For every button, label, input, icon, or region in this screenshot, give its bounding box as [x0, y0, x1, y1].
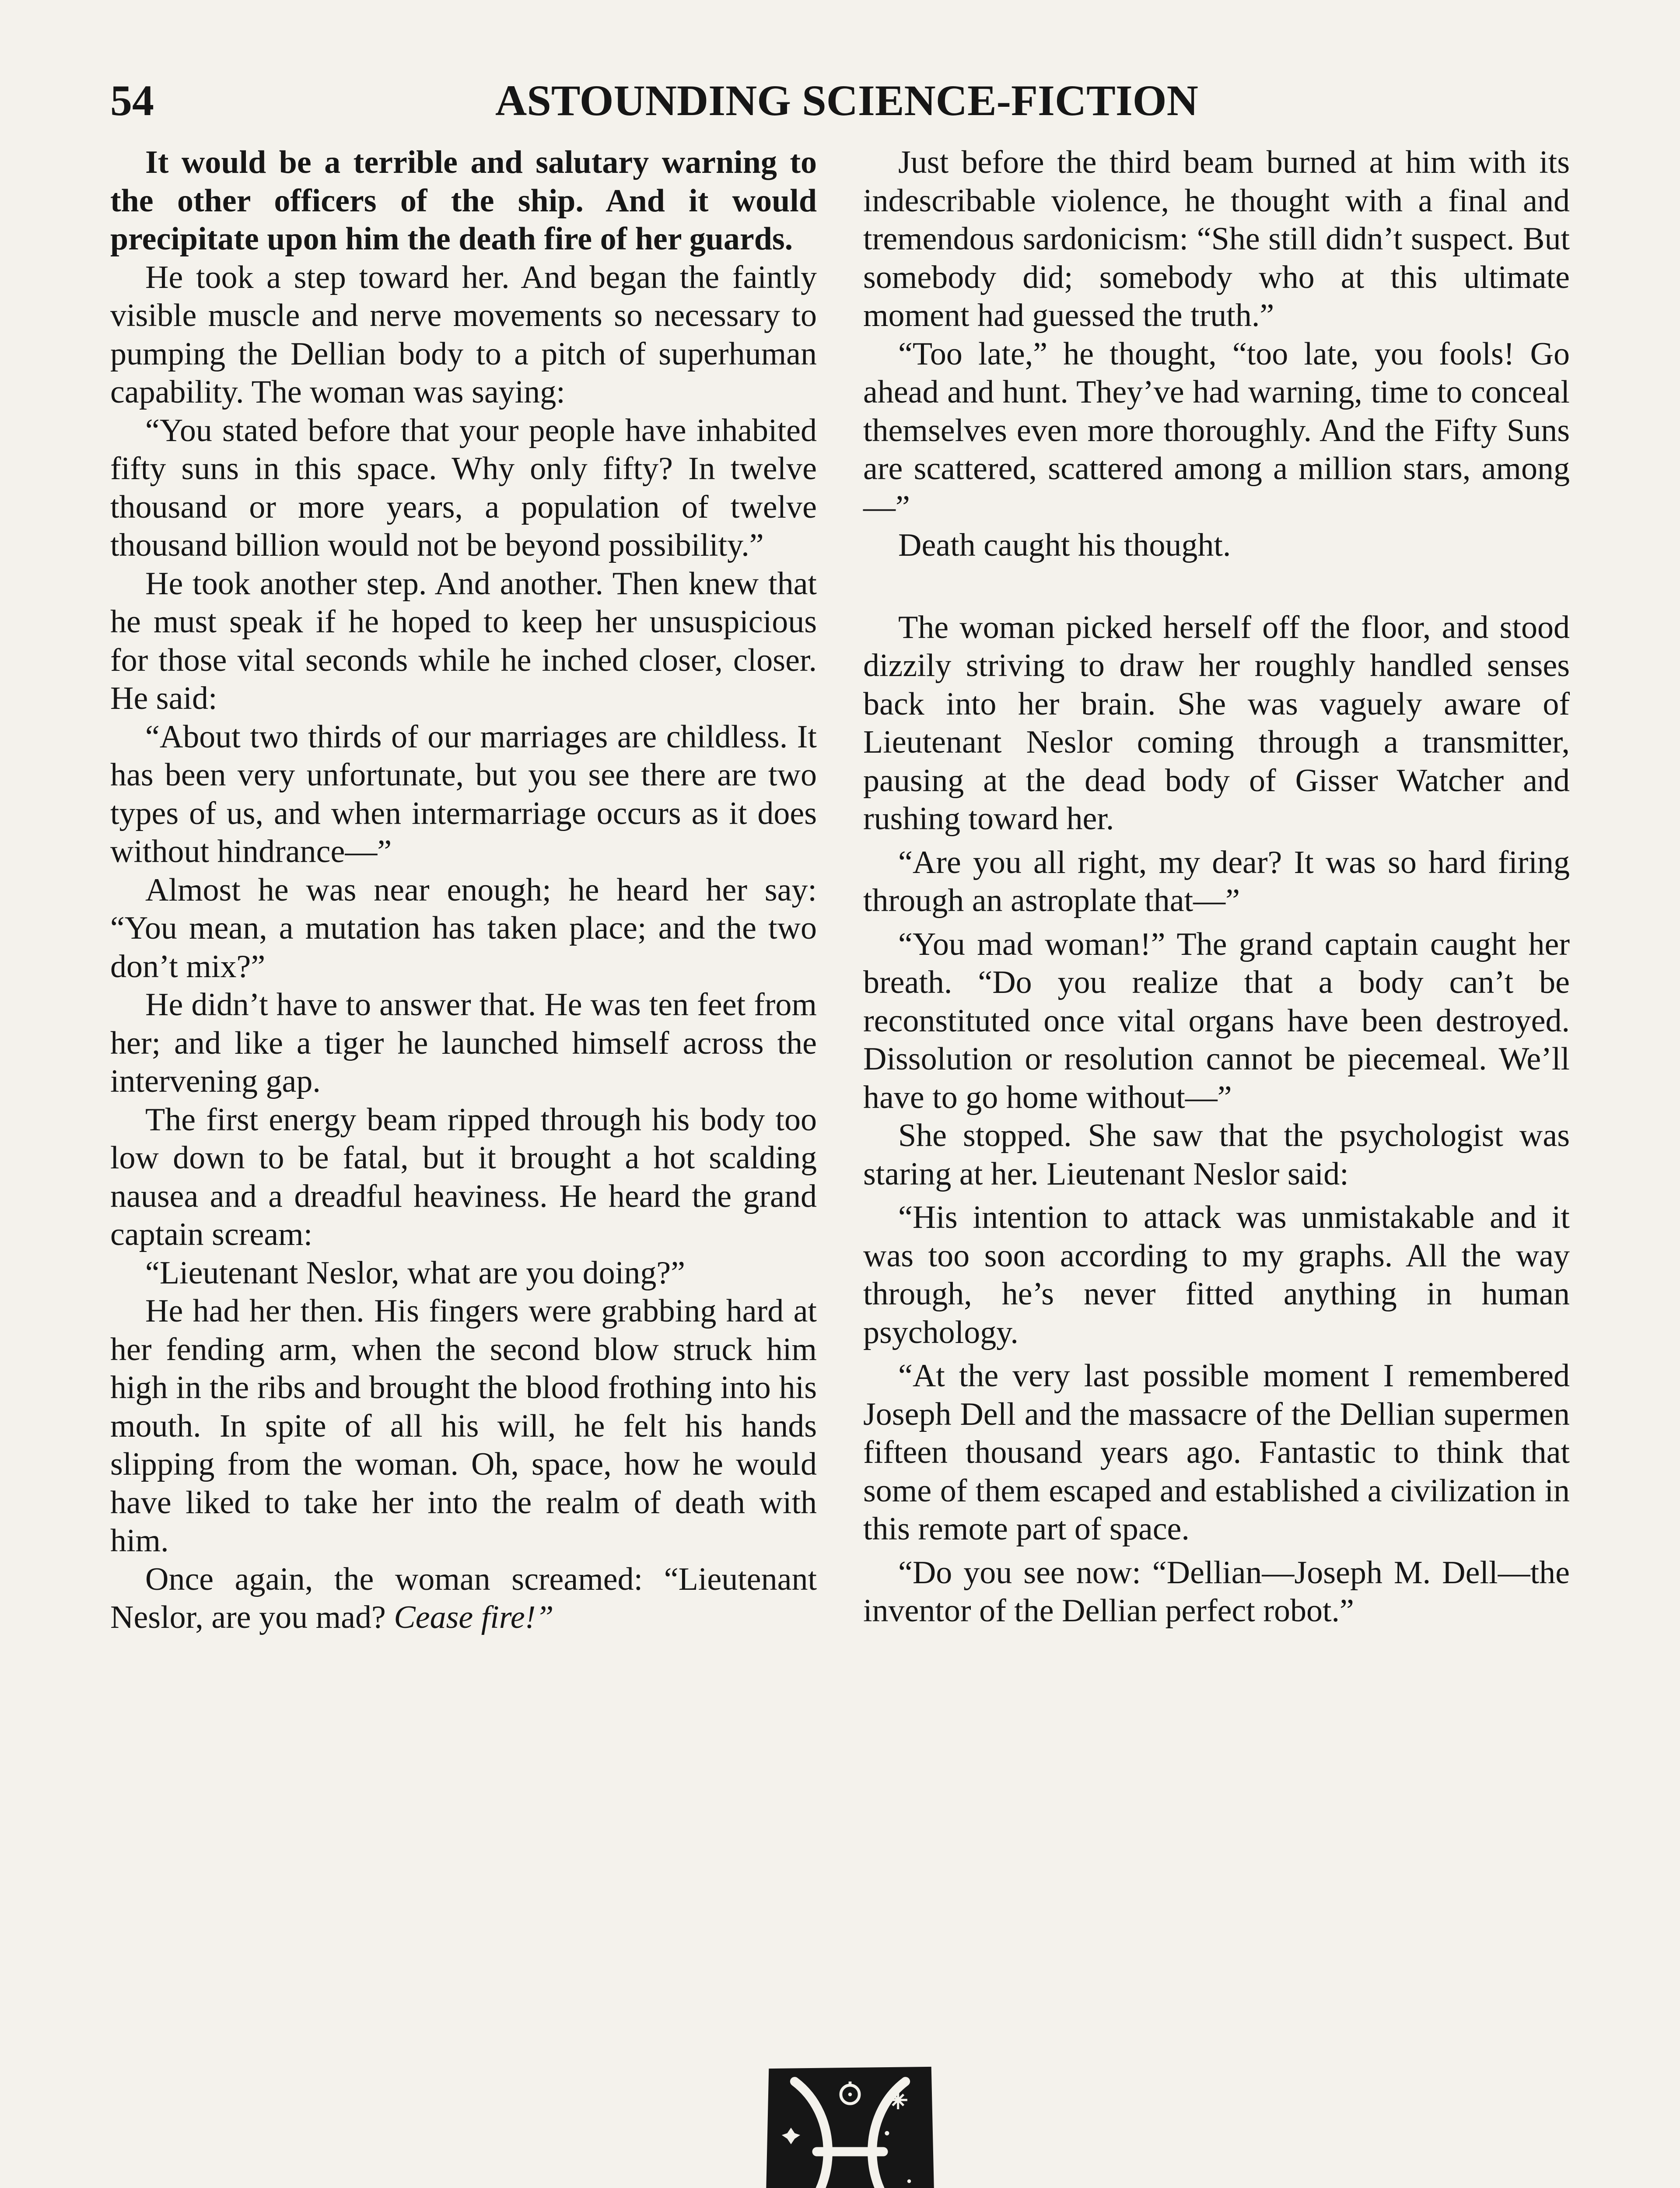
paragraph: He had her then. His fingers were grabbing hard at her fending arm, when the second blow struck him high in the ribs and brought the blood frothing into his mouth. In spite of all his will, he felt his hands slipping from the woman. Oh, space, how he would have liked to take her into the realm of death with him. — [110, 1293, 817, 1559]
paragraph: He took a step toward her. And began the faintly visible muscle and nerve movements so necessary to pumping the Dellian body to a pitch of superhuman capability. The woman was saying: — [110, 259, 817, 410]
paragraph: “You mad woman!” The grand captain caught her breath. “Do you realize that a body can’t be reconstituted once vital organs have been destroyed. Dissolution or resolution cannot be piecemeal. We’ll have to go home without—” — [863, 926, 1570, 1115]
paragraph: Death caught his thought. — [898, 527, 1231, 563]
paragraph: It would be a terrible and salutary warning to the other officers of the ship. And it would precipitate upon him the death fire of her guards. — [110, 144, 817, 257]
pisces-zodiac-icon — [758, 2059, 942, 2188]
pisces-zodiac-graphic — [758, 2059, 942, 2188]
paragraph: He didn’t have to answer that. He was ten feet from her; and like a tiger he launched himself across the intervening gap. — [110, 987, 817, 1099]
magazine-title: ASTOUNDING SCIENCE-FICTION — [495, 76, 1198, 125]
page-number: 54 — [110, 76, 154, 125]
paragraph: “About two thirds of our marriages are childless. It has been very unfortunate, but you see there are two types of us, and when intermarriage occurs as it does without hindrance—” — [110, 719, 817, 870]
section-break — [863, 565, 1570, 609]
paragraph: “His intention to attack was unmistakable and it was too soon according to my graphs. All the way through, he’s never fitted anything in human psychology. — [863, 1199, 1570, 1350]
paragraph: “You stated before that your people have inhabited fifty suns in this space. Why only fifty? In twelve thousand or more years, a population of twelve thousand billion would not be beyond possibility.” — [110, 412, 817, 563]
paragraph: She stopped. She saw that the psychologist was staring at her. Lieutenant Neslor said: — [863, 1118, 1570, 1192]
paragraph-last — [110, 1560, 817, 1637]
paragraph: “At the very last possible moment I remembered Joseph Dell and the massacre of the Dellian supermen fifteen thousand years ago. Fantastic to think that some of them escaped and established a civilization in this remote part of space. — [863, 1358, 1570, 1547]
paragraph: The woman picked herself off the floor, and stood dizzily striving to draw her roughly handled senses back into her brain. She was vaguely aware of Lieutenant Neslor coming through a transmitter, pausing at the dead body of Gisser Watcher and rushing toward her. — [863, 609, 1570, 837]
page-header — [110, 74, 1198, 127]
paragraph: “Do you see now: “Dellian—Joseph M. Dell—the inventor of the Dellian perfect robot.” — [863, 1554, 1570, 1629]
paragraph: “Are you all right, my dear? It was so hard firing through an astroplate that—” — [863, 844, 1570, 919]
paragraph: “Too late,” he thought, “too late, you fools! Go ahead and hunt. They’ve had warning, time to conceal themselves even more thoroughly. And the Fifty Suns are scattered, scattered among a million stars, among—” — [863, 336, 1570, 525]
paragraph-text: Once again, the woman screamed: “Lieutenant Neslor, are you mad? — [110, 1561, 817, 1635]
right-column — [863, 144, 1570, 1630]
paragraph: Almost he was near enough; he heard her say: “You mean, a mutation has taken place; and the two don’t mix?” — [110, 872, 817, 985]
left-column — [110, 144, 817, 1637]
italic-phrase: Cease fire!” — [394, 1599, 554, 1635]
paragraph: The first energy beam ripped through his body too low down to be fatal, but it brought a hot scalding nausea and a dreadful heaviness. He heard the grand captain scream: — [110, 1101, 817, 1252]
paragraph: He took another step. And another. Then knew that he must speak if he hoped to keep her unsuspicious for those vital seconds while he inched closer, closer. He said: — [110, 565, 817, 716]
paragraph: “Lieutenant Neslor, what are you doing?” — [145, 1255, 686, 1291]
paragraph: Just before the third beam burned at him with its indescribable violence, he thought with a final and tremendous sardonicism: “She still didn’t suspect. But somebody did; somebody who at this ultimate moment had guessed the truth.” — [863, 144, 1570, 333]
